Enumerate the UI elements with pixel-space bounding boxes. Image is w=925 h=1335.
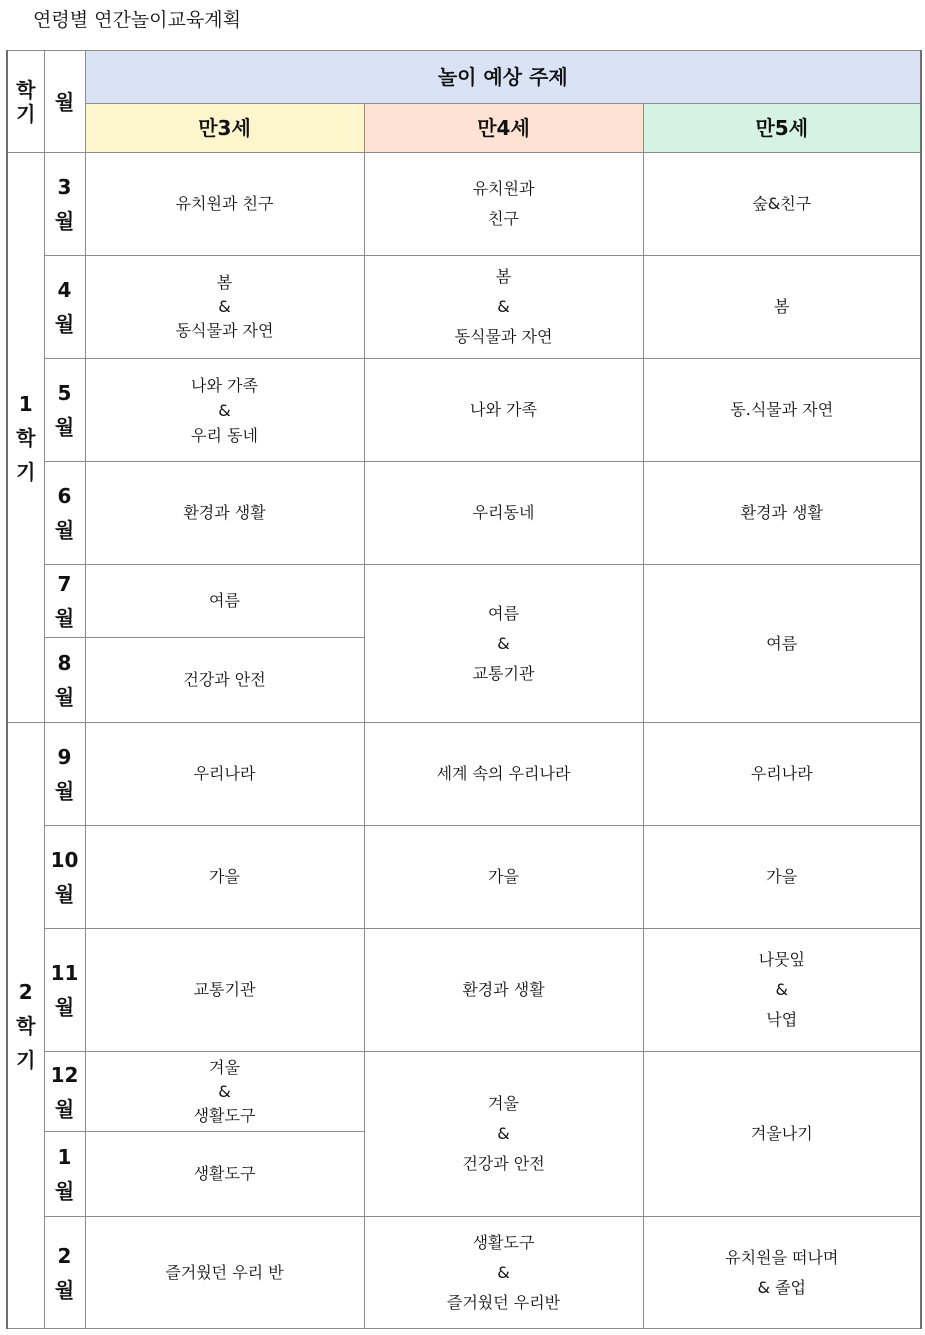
topic-cell: 봄 <box>643 256 921 359</box>
annual-play-plan-table <box>6 50 922 1329</box>
topic-cell: 우리동네 <box>364 462 643 565</box>
month-cell: 8 월 <box>44 638 85 723</box>
table-row <box>7 1217 921 1329</box>
table-row <box>7 826 921 929</box>
topic-cell: 겨울나기 <box>643 1052 921 1217</box>
age3-header: 만3세 <box>85 104 364 153</box>
semester-header: 학 기 <box>7 51 44 153</box>
month-cell: 11 월 <box>44 929 85 1052</box>
table-row <box>7 723 921 826</box>
topic-cell: 유치원과 친구 <box>364 153 643 256</box>
topic-cell: 여름 & 교통기관 <box>364 565 643 723</box>
topic-cell: 나와 가족 <box>364 359 643 462</box>
table-row <box>7 565 921 638</box>
topic-cell: 여름 <box>85 565 364 638</box>
topic-cell: 숲&친구 <box>643 153 921 256</box>
table-row <box>7 1052 921 1132</box>
topic-cell: 가을 <box>364 826 643 929</box>
topic-cell: 즐거웠던 우리 반 <box>85 1217 364 1329</box>
header-row-1 <box>7 51 921 104</box>
topic-cell: 겨울 & 건강과 안전 <box>364 1052 643 1217</box>
topic-cell: 생활도구 <box>85 1132 364 1217</box>
table-row <box>7 256 921 359</box>
topic-cell: 겨울 & 생활도구 <box>85 1052 364 1132</box>
month-cell: 1 월 <box>44 1132 85 1217</box>
topic-cell: 환경과 생활 <box>643 462 921 565</box>
month-cell: 3 월 <box>44 153 85 256</box>
month-cell: 10 월 <box>44 826 85 929</box>
play-topic-header: 놀이 예상 주제 <box>85 51 921 104</box>
topic-cell: 건강과 안전 <box>85 638 364 723</box>
month-header: 월 <box>44 51 85 153</box>
month-cell: 5 월 <box>44 359 85 462</box>
semester-1-label: 1 학 기 <box>7 153 44 723</box>
month-cell: 4 월 <box>44 256 85 359</box>
topic-cell: 가을 <box>85 826 364 929</box>
topic-cell: 환경과 생활 <box>85 462 364 565</box>
topic-cell: 나뭇잎 & 낙엽 <box>643 929 921 1052</box>
table-row <box>7 153 921 256</box>
topic-cell: 여름 <box>643 565 921 723</box>
table-row <box>7 359 921 462</box>
month-cell: 6 월 <box>44 462 85 565</box>
month-cell: 12 월 <box>44 1052 85 1132</box>
month-cell: 9 월 <box>44 723 85 826</box>
topic-cell: 가을 <box>643 826 921 929</box>
month-cell: 2 월 <box>44 1217 85 1329</box>
table-row <box>7 929 921 1052</box>
topic-cell: 유치원과 친구 <box>85 153 364 256</box>
topic-cell: 동.식물과 자연 <box>643 359 921 462</box>
age4-header: 만4세 <box>364 104 643 153</box>
topic-cell: 환경과 생활 <box>364 929 643 1052</box>
topic-cell: 교통기관 <box>85 929 364 1052</box>
month-cell: 7 월 <box>44 565 85 638</box>
topic-cell: 나와 가족 & 우리 동네 <box>85 359 364 462</box>
topic-cell: 세계 속의 우리나라 <box>364 723 643 826</box>
topic-cell: 우리나라 <box>643 723 921 826</box>
topic-cell: 유치원을 떠나며 & 졸업 <box>643 1217 921 1329</box>
age5-header: 만5세 <box>643 104 921 153</box>
table-row <box>7 462 921 565</box>
header-row-2 <box>7 104 921 153</box>
semester-2-label: 2 학 기 <box>7 723 44 1329</box>
topic-cell: 우리나라 <box>85 723 364 826</box>
document-title: 연령별 연간놀이교육계획 <box>33 9 241 31</box>
topic-cell: 생활도구 & 즐거웠던 우리반 <box>364 1217 643 1329</box>
topic-cell: 봄 & 동식물과 자연 <box>85 256 364 359</box>
topic-cell: 봄 & 동식물과 자연 <box>364 256 643 359</box>
